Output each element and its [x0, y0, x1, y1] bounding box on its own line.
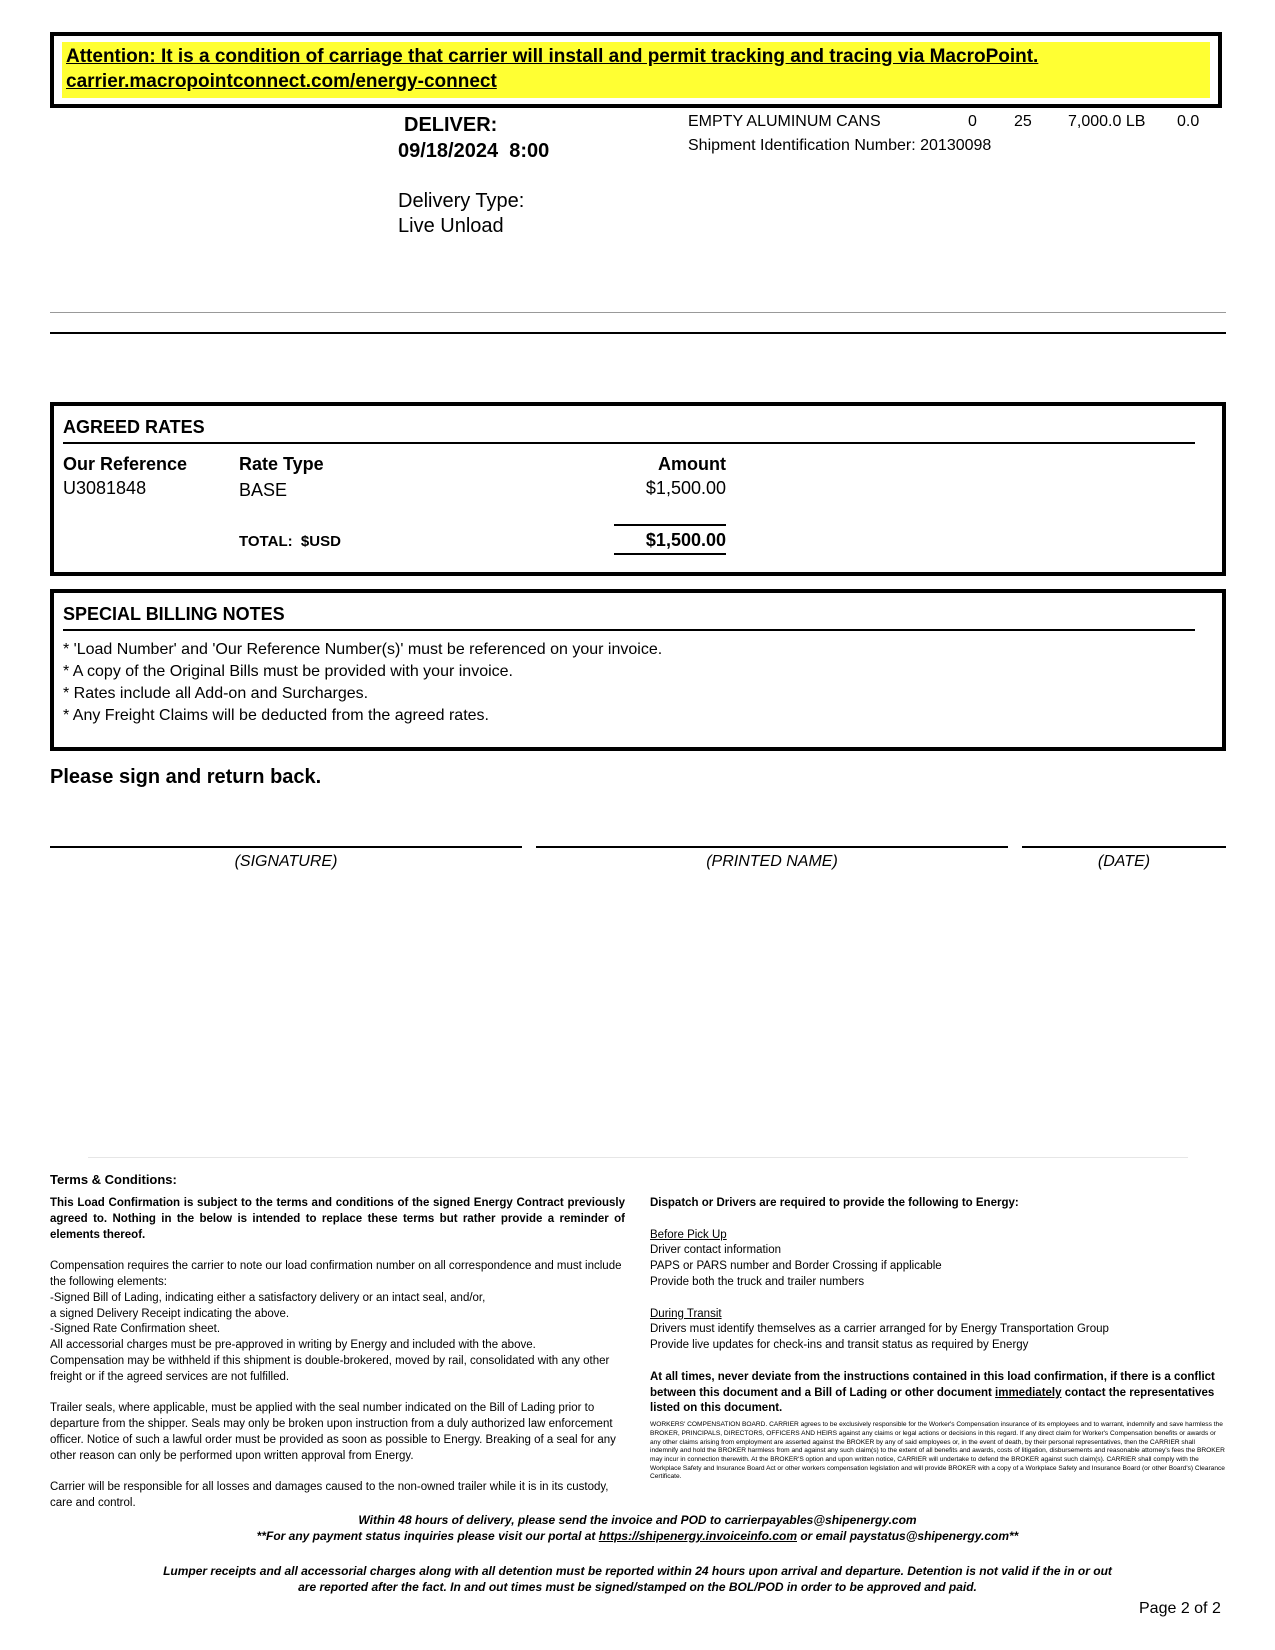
delivery-type-label: Delivery Type:	[398, 190, 525, 212]
compensation-line: -Signed Rate Confirmation sheet.	[50, 1323, 221, 1336]
during-transit-item: Drivers must identify themselves as a carrier arranged for by Energy Transportation Group	[650, 1323, 1109, 1336]
printed-name-caption: (PRINTED NAME)	[706, 853, 838, 870]
total-amount: $1,500.00	[645, 530, 726, 550]
before-pickup-item: Driver contact information	[650, 1244, 782, 1257]
payment-text: **For any payment status inquiries please visit our portal at	[256, 1529, 599, 1543]
billing-notes-rule	[63, 629, 1195, 631]
signature-line[interactable]	[50, 846, 522, 848]
terms-liability: Carrier will be responsible for all losses and damages caused to the non-owned trailer while it is in its custody, care and control.	[50, 1481, 609, 1510]
item-description: EMPTY ALUMINUM CANS	[688, 113, 881, 130]
page-number: Page 2 of 2	[1139, 1600, 1221, 1617]
before-pickup-item: PAPS or PARS number and Border Crossing if applicable	[650, 1260, 942, 1273]
terms-intro: This Load Confirmation is subject to the terms and conditions of the signed Energy Contract previously agreed to. Nothing in the below is intended to replace these terms but rather provide a reminder of elements thereof.	[50, 1197, 625, 1241]
total-label: TOTAL: $USD	[239, 533, 341, 550]
billing-note: * Any Freight Claims will be deducted from the agreed rates.	[63, 707, 489, 724]
amount-header: Amount	[658, 454, 726, 474]
terms-seals: Trailer seals, where applicable, must be applied with the seal number indicated on the Bill of Lading prior to departure from the shipper. Seals may only be broken upon instruction from a duly authorized law enforcement officer. Notice of such a lawful order must be provided as soon as possible to Energy. Breaking of a seal for any other reason can only be performed upon written approval from Energy.	[50, 1402, 616, 1462]
rate-type-value: BASE	[239, 480, 288, 500]
before-pickup-title: Before Pick Up	[650, 1228, 727, 1241]
compensation-line: Compensation may be withheld if this shipment is double-brokered, moved by rail, consolidated with any other freight or if the agreed services are not fulfilled.	[50, 1354, 610, 1383]
dispatch-title: Dispatch or Drivers are required to provide the following to Energy:	[650, 1197, 1019, 1209]
deviation-text-end: contact the representatives listed on this document.	[650, 1386, 1215, 1415]
attention-text: Attention: It is a condition of carriage that carrier will install and permit tracking and tracing via MacroPoint.	[66, 46, 1039, 67]
billing-note: * Rates include all Add-on and Surcharges.	[63, 685, 369, 702]
compensation-line: a signed Delivery Receipt indicating the above.	[50, 1307, 290, 1320]
before-pickup-item: Provide both the truck and trailer numbers	[650, 1275, 865, 1288]
date-caption: (DATE)	[1097, 853, 1151, 870]
deliver-label: DELIVER:	[404, 114, 498, 136]
payment-text-end: or email paystatus@shipenergy.com**	[797, 1529, 1019, 1543]
sign-instruction: Please sign and return back.	[50, 766, 322, 788]
rate-type-header: Rate Type	[239, 454, 324, 474]
during-transit-item: Provide live updates for check-ins and transit status as required by Energy	[650, 1339, 1029, 1352]
agreed-rates-title: AGREED RATES	[63, 417, 205, 437]
attention-highlight	[62, 42, 1210, 98]
attention-banner	[50, 32, 1222, 108]
billing-notes-list	[63, 639, 662, 727]
delivery-type-value: Live Unload	[398, 215, 504, 237]
billing-note: * 'Load Number' and 'Our Reference Number(s)' must be referenced on your invoice.	[63, 641, 663, 658]
payment-inquiry	[0, 1528, 1275, 1544]
item-value: 0.0	[1177, 113, 1200, 130]
billing-note: * A copy of the Original Bills must be provided with your invoice.	[63, 663, 513, 680]
deviation-emphasis: immediately	[995, 1386, 1062, 1399]
terms-compensation	[50, 1259, 625, 1385]
divider-thick	[50, 332, 1226, 334]
reference-header: Our Reference	[63, 454, 188, 474]
item-pallets: 25	[1014, 113, 1032, 130]
payment-portal-link[interactable]: https://shipenergy.invoiceinfo.com	[598, 1529, 797, 1543]
compensation-line: Compensation requires the carrier to note our load confirmation number on all correspondence and must include the following elements:	[50, 1260, 622, 1288]
compensation-line: -Signed Bill of Lading, indicating either a satisfactory delivery or an intact seal, and/or,	[50, 1291, 486, 1304]
printed-name-line[interactable]	[536, 846, 1008, 848]
shipment-id: Shipment Identification Number: 20130098	[688, 137, 992, 154]
total-rule-bottom	[614, 553, 726, 555]
invoice-instruction: Within 48 hours of delivery, please send the invoice and POD to carrierpayables@shipenergy.com	[358, 1513, 917, 1527]
before-pickup-section	[650, 1228, 1225, 1291]
terms-divider	[88, 1157, 1188, 1158]
item-weight: 7,000.0 LB	[1068, 113, 1146, 130]
reference-value: U3081848	[63, 478, 147, 498]
tracking-link[interactable]: carrier.macropointconnect.com/energy-connect	[66, 71, 497, 92]
lumper-notice-cont: are reported after the fact. In and out times must be signed/stamped on the BOL/POD in order to be approved and paid.	[298, 1580, 977, 1594]
terms-right-column	[650, 1196, 1225, 1498]
billing-notes-title: SPECIAL BILLING NOTES	[63, 604, 285, 624]
amount-value: $1,500.00	[645, 478, 726, 498]
workers-comp-clause: WORKERS' COMPENSATION BOARD. CARRIER agrees to be exclusively responsible for the Worker's Compensation insurance of its employees and to warrant, indemnify and save harmless the BROKER, PRINCIPALS, DIRECTORS, OFFICERS AND HEIRS against any claims or legal actions or decisions in this regard. If any direct claim for Worker's Compensation benefits or awards or any other claims arising from employment are asserted against the BROKER by any of said employees or, in the event of death, by their personal representatives, then the CARRIER shall indemnify and hold the BROKER harmless from and against any such claim(s) to the extent of all benefits and awards, costs of litigation, disbursements and reasonable attorney's fees the BROKER may incur in connection therewith. At the BROKER'S option and upon written notice, CARRIER will undertake to defend the BROKER against such claim(s). CARRIER shall comply with the Workplace Safety and Insurance Board Act or other workers compensation legislation and will provide BROKER with a copy of a Workplace Safety and Insurance Board (or other Board's) Clearance Certificate.	[650, 1421, 1225, 1481]
terms-left-column	[50, 1196, 625, 1528]
signature-caption: (SIGNATURE)	[234, 853, 338, 870]
compensation-line: All accessorial charges must be pre-approved in writing by Energy and included with the above.	[50, 1339, 536, 1352]
item-pieces: 0	[968, 113, 977, 130]
deviation-notice	[650, 1370, 1225, 1417]
deliver-datetime: 09/18/2024 8:00	[398, 140, 550, 162]
terms-title: Terms & Conditions:	[50, 1172, 177, 1187]
during-transit-section	[650, 1307, 1225, 1354]
agreed-rates-rule	[63, 442, 1195, 444]
billing-notes-box	[50, 589, 1226, 751]
date-line[interactable]	[1022, 846, 1226, 848]
during-transit-title: During Transit	[650, 1307, 722, 1320]
deviation-text: At all times, never deviate from the instructions contained in this load confirmation, if there is a conflict between this document and a Bill of Lading or other document	[650, 1370, 1215, 1399]
divider-thin	[50, 312, 1226, 313]
total-rule-top	[614, 524, 726, 526]
lumper-notice: Lumper receipts and all accessorial charges along with all detention must be reported within 24 hours upon arrival and departure. Detention is not valid if the in or out	[163, 1564, 1112, 1578]
agreed-rates-box	[50, 402, 1226, 576]
